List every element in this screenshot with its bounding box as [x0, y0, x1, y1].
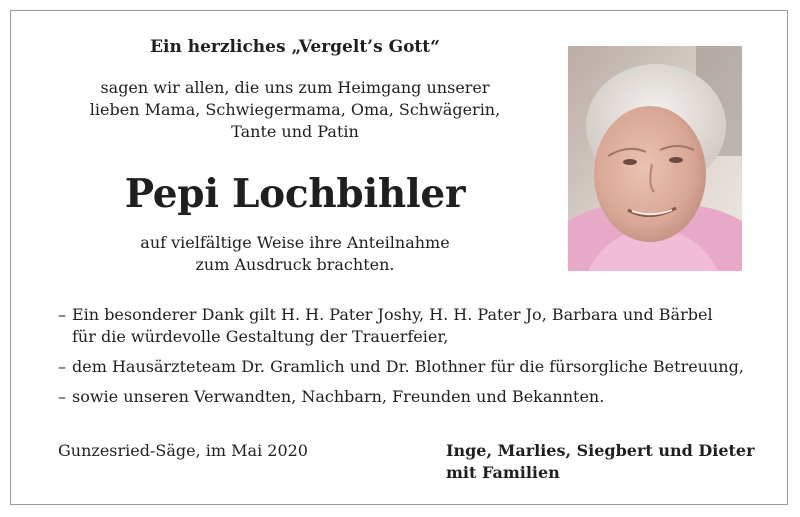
thanks-list [48, 304, 768, 416]
list-item-line: Ein besonderer Dank gilt H. H. Pater Joshy, H. H. Pater Jo, Barbara und Bärbel [72, 305, 713, 324]
intro-line: sagen wir allen, die uns zum Heimgang unserer [100, 78, 490, 97]
list-dash: – [58, 387, 66, 406]
list-item [48, 386, 768, 408]
place-date: Gunzesried-Säge, im Mai 2020 [58, 441, 308, 460]
list-dash: – [58, 357, 66, 376]
intro-text [40, 77, 550, 143]
signature-line: mit Familien [446, 463, 560, 482]
portrait-photo [568, 46, 742, 271]
thanks-line: zum Ausdruck brachten. [195, 255, 395, 274]
list-item-line: dem Hausärzteteam Dr. Gramlich und Dr. Blothner für die fürsorgliche Betreuung, [72, 357, 744, 376]
intro-line: lieben Mama, Schwiegermama, Oma, Schwägerin, [89, 100, 501, 119]
list-item [48, 356, 768, 378]
thanks-text [40, 232, 550, 276]
signature [446, 440, 755, 484]
list-dash: – [58, 305, 66, 324]
list-item-line: für die würdevolle Gestaltung der Trauerfeier, [72, 327, 449, 346]
list-item [48, 304, 768, 348]
notice-heading: Ein herzliches „Vergelt’s Gott“ [150, 37, 440, 57]
deceased-name: Pepi Lochbihler [124, 171, 466, 217]
thanks-line: auf vielfältige Weise ihre Anteilnahme [140, 233, 450, 252]
list-item-line: sowie unseren Verwandten, Nachbarn, Freunden und Bekannten. [72, 387, 605, 406]
intro-line: Tante und Patin [231, 122, 359, 141]
signature-line: Inge, Marlies, Siegbert und Dieter [446, 441, 755, 460]
